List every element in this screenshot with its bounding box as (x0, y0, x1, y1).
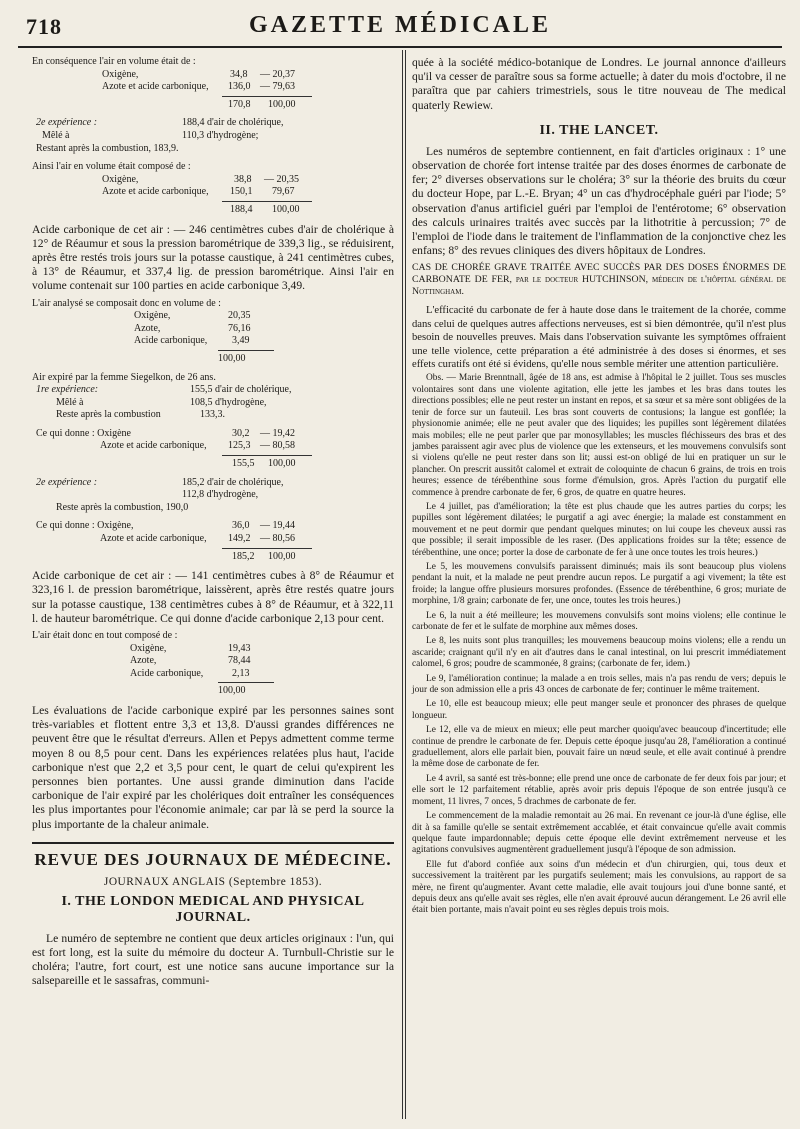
total-value: 100,00 (268, 550, 296, 562)
row-value: 136,0 (228, 81, 251, 93)
journal-heading-london: I. THE LONDON MEDICAL AND PHYSICAL JOURNAL. (61, 893, 365, 925)
row-value: — 19,42 (260, 427, 295, 439)
mixed-label: Mêlé à (42, 129, 70, 141)
total-value: 100,00 (272, 203, 300, 215)
table-row (32, 397, 394, 410)
row-value: — 80,58 (260, 440, 295, 452)
row-label: Acide carbonique, (134, 335, 208, 347)
rest-label: Reste après la combustion (56, 409, 161, 421)
experiment-text: 188,4 d'air de cholérique, (182, 117, 284, 129)
observation-paragraph: Le 12, elle va de mieux en mieux; elle peut marcher quoiqu'avec beaucoup d'incertitude; elle continue de prendre le carbonate de fer. Depuis cette époque jusqu'au 28, l'amélioration a continué graduellement, alors elle parlait bien, pouvait faire un nœud seule, et elle avait continué à prendre la même dose de carbonate de fer. (412, 725, 786, 770)
row-value: — 80,56 (260, 533, 295, 545)
carbonic-acid-paragraph-1: Acide carbonique de cet air : — 246 centimètres cubes d'air de cholérique à 12° de Réaumur et sous la pression barométrique de 339,3 lig., se réduisirent, après être restés trois jours sur la potasse caustique, à 241 centimètres cubes, à 13° de Réaumur, et 337,4 lig. de pression barométrique. Ainsi l'air en volume contenait sur 100 parties en acide carbonique 3,49. (32, 222, 394, 293)
table-intro: En conséquence l'air en volume était de : (32, 56, 196, 67)
table-rule (218, 682, 274, 683)
rest-text: Restant après la combustion, 183,9. (36, 142, 179, 154)
header-rule (18, 46, 782, 48)
table-rule (222, 96, 312, 97)
table-row (32, 533, 394, 546)
observation-paragraph: Le 10, elle est beaucoup mieux; elle peut manger seule et prononcer des phrases de quelque longueur. (412, 699, 786, 721)
right-column (412, 56, 786, 917)
table-intro: L'air analysé se composait donc en volume de : (32, 297, 221, 309)
row-value: 2,13 (232, 667, 250, 679)
page-header (18, 8, 782, 44)
table-row (32, 174, 394, 187)
observation-paragraph: Elle fut d'abord confiée aux soins d'un médecin et d'un chirurgien, qui, tous deux et successivement la traitèrent par les purgatifs seulement; mais les convulsions, au rapport de sa mère, ne firent qu'augmenter. Avant cette maladie, elle avait toujours joui d'une bonne santé, et depuis deux ans qu'elle avait ses règles, elle n'en avait éprouvé aucun dérangement. Le 26 avril elle était bien portante, mais n'avait point eu ses règles depuis trois mois. (412, 859, 786, 916)
table-rule (222, 455, 312, 456)
result-table-2 (32, 520, 394, 563)
table-row (32, 130, 394, 143)
table-row (32, 440, 394, 453)
row-value: 149,2 (228, 533, 251, 545)
observation-paragraph: Le 5, les mouvemens convulsifs paraissent diminués; mais ils sont beaucoup plus violens pendant la nuit, et la malade ne peut prendre aucun repos. Le purgatif a agi vivement; la tête est froide; la langue offre plusieurs morsures profondes. (Essence de térébenthine, 6 gros; muriate de morphine, 1/8 grain; carbonate de fer, une once, toutes les trois heures.) (412, 561, 786, 607)
mixed-label: Mêlé à (56, 396, 84, 408)
table-rule (222, 201, 312, 202)
row-value: 79,67 (272, 186, 295, 198)
experiment-2b-block (32, 477, 394, 515)
table-intro: L'air était donc en tout composé de : (32, 630, 178, 642)
air-composition-table-2 (32, 630, 394, 698)
row-label: Acide carbonique, (130, 667, 204, 679)
observation-paragraph: Le 9, l'amélioration continue; la malade a en trois selles, mais n'a pas rendu de vers; depuis le jour de son admission elle a pris 43 onces de carbonate de fer; continuer le même traitement. (412, 673, 786, 696)
lancet-paragraph: Les numéros de septembre contiennent, en fait d'articles originaux : 1° une observation de chorée fort intense traitée par des doses énormes de carbonate de fer; 2° diverses observations sur le choléra; 3° sur la théorie des bruits du cœur du docteur Hope, par L.-E. Bryan; 4° un cas d'hydrocéphale guéri par l'iode; 5° observation d'anus artificiel guéri par l'emploi de l'entérotome; 6° observation des calculs urinaires traités avec succès par la lithotritie à percussion; 7° de l'emploi de l'iode dans le traitement de l'inflammation de la conjonctive chez les enfans; 8° des revues cliniques des divers hôpitaux de Londres. (412, 144, 786, 258)
table-row (32, 323, 394, 336)
observation-paragraphs (412, 373, 786, 916)
row-label: Oxigène, (134, 310, 171, 322)
row-label: Oxigène, (130, 642, 167, 654)
row-value: 125,3 (228, 440, 251, 452)
total-value: 188,4 (230, 203, 253, 215)
table-row (32, 186, 394, 199)
row-value: — 19,44 (260, 520, 295, 532)
total-value: 185,2 (232, 550, 255, 562)
row-label: Ce qui donne : Oxigène (36, 427, 131, 439)
total-value: 100,00 (218, 352, 246, 364)
row-label: Ce qui donne : Oxigène, (36, 520, 134, 532)
row-label: Azote et acide carbonique, (100, 533, 207, 545)
london-journal-continuation: quée à la société médico-botanique de Londres. Le journal annonce d'ailleurs qu'il va cesser de paraître sous sa forme actuelle; à dater du mois d'octobre, il ne paraîtra que par cahiers trimestriels, sous le titre nouveau de The medical quaterly Rewiew. (412, 56, 786, 112)
row-value: 38,8 (234, 173, 252, 185)
observation-paragraph: Le commencement de la maladie remontait au 26 mai. En revenant ce jour-là d'une église, elle dit à sa famille qu'elle se sentait extrêmement accablée, et était convaincue qu'elle avait commis quelque faute impardonnable; depuis cette époque elle devint extrêmement nerveuse et les agitations convulsives augmentèrent graduellement jusqu'à l'époque de son admission. (412, 811, 786, 856)
row-value: — 20,35 (264, 173, 299, 185)
experiment-label: 2e expérience : (36, 476, 98, 488)
rest-text: Reste après la combustion, 190,0 (56, 501, 189, 513)
table-row (32, 428, 394, 441)
mixed-text: 108,5 d'hydrogène, (190, 396, 267, 408)
total-value: 100,00 (218, 685, 246, 697)
experiment-label: 1re expérience: (36, 384, 99, 396)
row-value: 76,16 (228, 322, 251, 334)
observation-paragraph: Le 6, la nuit a été meilleure; les mouvemens convulsifs sont moins violens; elle continue le carbonate de fer et le sulfate de morphine aux mêmes doses. (412, 610, 786, 632)
table-total-row (32, 99, 394, 112)
page-number: 718 (26, 14, 62, 39)
observation-paragraph: Le 4 juillet, pas d'amélioration; la tête est plus chaude que les autres parties du corps; les pupilles sont légèrement dilatées; le purgatif a agi avec énergie; la malade est constamment en mouvement et ne peut dormir que pendant quelques minutes; on lui coupe les cheveux aussi ras que possible; il serait impossible de les raser. (Des applications froides sur la tête; essence de térébenthine, une once; porter la dose de carbonate de fer à une once toutes les trois heures.) (412, 501, 786, 558)
table-rule (222, 548, 312, 549)
experiment-text: 185,2 d'air de cholérique, (182, 476, 284, 488)
observation-paragraph: Le 4 avril, sa santé est très-bonne; elle prend une once de carbonate de fer deux fois par jour; et elle sort le 12 parfaitement rétablie, après avoir pris depuis l'époque de son entrée jusqu'à ce moment, 11 livres, 7 onces, 5 drachmes de carbonate de fer. (412, 773, 786, 807)
table-total-row (32, 685, 394, 698)
row-value: 34,8 (230, 68, 248, 80)
table-rule (218, 350, 274, 351)
observation-paragraph: Le 8, les nuits sont plus tranquilles; les mouvemens beaucoup moins violens; elle a rendu un ascaride; craignant qu'il n'y en ait d'autres dans le canal intestinal, on lui prescrit immédiatement calomel, 6 gros; poudre de scammonée, 8 grains; (carbonate de fer, idem.) (412, 636, 786, 670)
table-row (32, 502, 394, 515)
row-value: 30,2 (232, 427, 250, 439)
table-intro: Air expiré par la femme Siegelkon, de 26 ans. (32, 371, 216, 383)
experiment-2-block (32, 117, 394, 155)
section-title: REVUE DES JOURNAUX DE MÉDECINE. (34, 849, 392, 869)
table-row (32, 384, 394, 397)
row-value: 3,49 (232, 335, 250, 347)
row-label: Azote, (130, 655, 157, 667)
table-row (32, 643, 394, 656)
case-title: CAS DE CHORÉE GRAVE TRAITÉE AVEC SUCCÈS PAR DES DOSES ÉNORMES DE CARBONATE DE FER, par le docteur HUTCHINSON, médecin de l'hôpital général de Nottingham. (412, 262, 786, 298)
air-composition-table-1 (32, 298, 394, 366)
table-intro: Ainsi l'air en volume était composé de : (32, 161, 191, 173)
row-label: Azote et acide carbonique, (102, 186, 209, 198)
total-value: 100,00 (268, 458, 296, 470)
journal-title: GAZETTE MÉDICALE (248, 12, 552, 38)
table-total-row (32, 204, 394, 217)
evaluation-paragraph: Les évaluations de l'acide carbonique expiré par les personnes saines sont très-variables et flottent entre 3,3 et 13,8. D'aussi grandes différences ne peuvent être que le résultat d'erreurs. Allen et Pepys admettent comme terme moyen 8 ou 8,5 pour cent. Dans les expériences relatées plus haut, l'acide carbonique n'est que 2,2 et 3,5 pour cent, le quart de celui qu'expirent les personnes bien portantes. Une aussi grande diminution dans l'acide carbonique de l'air expiré par les cholériques doit entraîner les conséquences les plus importantes pour l'économie animale; car par là se perd la source la plus importante de la chaleur animale. (32, 704, 394, 831)
row-value: 19,43 (228, 642, 251, 654)
table-row (32, 117, 394, 130)
row-value: 150,1 (230, 186, 253, 198)
table-total-row (32, 353, 394, 366)
air-volume-table-2 (32, 161, 394, 216)
row-value: 36,0 (232, 520, 250, 532)
table-row (32, 409, 394, 422)
total-value: 170,8 (228, 98, 251, 110)
total-value: 100,00 (268, 98, 296, 110)
experiment-text: 155,5 d'air de cholérique, (190, 384, 292, 396)
london-journal-paragraph: Le numéro de septembre ne contient que deux articles originaux : l'un, qui est fort long, est la suite du mémoire du docteur A. Turnbull-Christie sur le choléra; l'autre, fort court, est une notice sans aucune importance sur la salsepareille et le sassafras, communi- (32, 931, 394, 988)
table-total-row (32, 458, 394, 471)
journal-heading-lancet: II. THE LANCET. (539, 122, 659, 138)
table-row (32, 477, 394, 490)
row-label: Oxigène, (102, 173, 139, 185)
row-label: Oxigène, (102, 68, 139, 80)
table-row (32, 655, 394, 668)
result-table-1 (32, 428, 394, 471)
table-row (32, 489, 394, 502)
row-label: Azote et acide carbonique, (100, 440, 207, 452)
row-value: 20,35 (228, 310, 251, 322)
section-rule (32, 842, 394, 844)
total-value: 155,5 (232, 458, 255, 470)
table-row (32, 69, 394, 82)
row-value: 78,44 (228, 655, 251, 667)
air-volume-table-1 (32, 56, 394, 111)
row-value: — 20,37 (260, 68, 295, 80)
table-row (32, 520, 394, 533)
table-row (32, 310, 394, 323)
rest-value: 133,3. (200, 409, 225, 421)
row-value: — 79,63 (260, 81, 295, 93)
table-row (32, 335, 394, 348)
observation-paragraph: Obs. — Marie Brenntnall, âgée de 18 ans, est admise à l'hôpital le 2 juillet. Tous ses muscles volontaires sont dans une violente agitation, elle jette les jambes et les bras dans toutes les directions possibles; elle ne peut rester un instant en repos, et sa sœur et sa mère sont obligées de la tenir de force sur un fauteuil. Les bras sont couverts de contusions; la langue est gonflée; la physionomie animée; elle ne peut avaler que des liquides; les pupilles sont légèrement dilatées mais mobiles; elle ne peut parler que par monosyllables; les muscles fléchisseurs des bras et des jambes paraissent agir avec plus de violence que les extenseurs, et les mouvemens convulsifs sont si violens qu'elle ne peut rester dans son lit; aussi est-on obligé de lui en pratiquer un sur le plancher. On prescrit aussitôt calomel et extrait de coloquinte de chacun 6 grains, de trois en trois heures; essence de térébenthine sous forme d'émulsion, gros. Après l'action du purgatif elle commence à prendre carbonate de fer, 6 gros, de quatre en quatre heures. (412, 373, 786, 498)
table-total-row (32, 551, 394, 564)
table-row (32, 143, 394, 156)
carbonic-acid-paragraph-2: Acide carbonique de cet air : — 141 centimètres cubes à 8° de Réaumur et 323,16 l. de pression barométrique, laissèrent, après être restés quatre jours sur la potasse caustique, 138 centimètres cubes à 8° de Réaumur, et à 322,11 l. de hauteur barométrique. Ce qui donne d'acide carbonique 2,13 pour cent. (32, 569, 394, 625)
column-divider (402, 50, 406, 1119)
experiment-label: 2e expérience : (36, 117, 98, 129)
left-column (32, 56, 394, 993)
mixed-text: 110,3 d'hydrogène; (182, 129, 259, 141)
siegelkon-block (32, 372, 394, 422)
table-row (32, 668, 394, 681)
mixed-text: 112,8 d'hydrogène, (182, 489, 259, 501)
efficacy-paragraph: L'efficacité du carbonate de fer à haute dose dans le traitement de la chorée, comme dans celui de quelques autres affections nerveuses, est si bien démontrée, qu'il n'est plus besoin de nouvelles preuves. Mais dans l'observation suivante les symptômes offraient une telle violence, cette préparation a été administrée à des doses si énormes, et ses effets curatifs ont été si évidens, qu'elle nous semble mériter une attention particulière. (412, 305, 786, 371)
row-label: Azote et acide carbonique, (102, 81, 209, 93)
table-row (32, 81, 394, 94)
row-label: Azote, (134, 322, 161, 334)
section-subtitle: JOURNAUX ANGLAIS (Septembre 1853). (103, 875, 323, 888)
